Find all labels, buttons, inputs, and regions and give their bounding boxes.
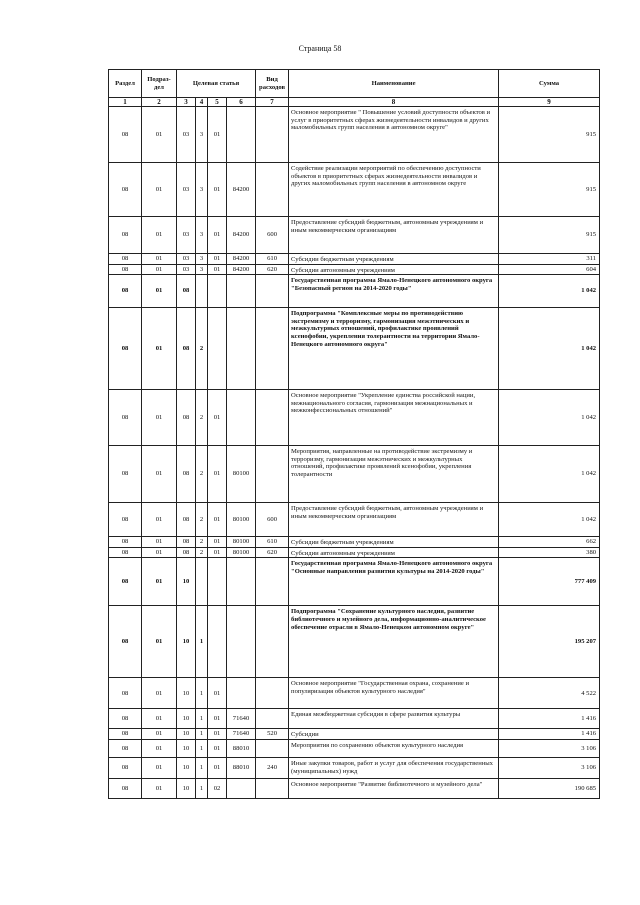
col-number: 3 — [177, 98, 196, 107]
razdel-cell: 08 — [109, 558, 142, 606]
table-row — [109, 264, 600, 275]
podrazdel-cell: 01 — [142, 678, 177, 709]
podrazdel-cell: 01 — [142, 606, 177, 678]
direction-code-cell: 80100 — [227, 547, 256, 558]
header-vid-rashodov: Вид расходов — [256, 70, 289, 98]
program-code-cell: 08 — [177, 537, 196, 548]
program-code-cell: 08 — [177, 446, 196, 503]
col-number: 7 — [256, 98, 289, 107]
name-cell: Государственная программа Ямало-Ненецкого автономного округа "Безопасный регион на 2014-2020 годы" — [289, 275, 499, 308]
col-number: 4 — [196, 98, 208, 107]
direction-code-cell: 71640 — [227, 709, 256, 729]
table-row — [109, 757, 600, 778]
event-code-cell: 01 — [208, 678, 227, 709]
program-code-cell: 10 — [177, 739, 196, 757]
subprogram-code-cell: 1 — [196, 757, 208, 778]
event-code-cell: 01 — [208, 107, 227, 163]
event-code-cell — [208, 275, 227, 308]
table-row — [109, 390, 600, 446]
razdel-cell: 08 — [109, 446, 142, 503]
expense-type-cell — [256, 107, 289, 163]
name-cell: Субсидии бюджетным учреждениям — [289, 537, 499, 548]
subprogram-code-cell: 1 — [196, 778, 208, 798]
expense-type-cell — [256, 275, 289, 308]
table-row — [109, 163, 600, 217]
razdel-cell: 08 — [109, 217, 142, 254]
program-code-cell: 10 — [177, 606, 196, 678]
name-cell: Предоставление субсидий бюджетным, автономным учреждениям и иным некоммерческим организациям — [289, 217, 499, 254]
subprogram-code-cell: 2 — [196, 390, 208, 446]
program-code-cell: 10 — [177, 729, 196, 740]
program-code-cell: 10 — [177, 778, 196, 798]
event-code-cell: 01 — [208, 264, 227, 275]
direction-code-cell — [227, 275, 256, 308]
col-number: 6 — [227, 98, 256, 107]
razdel-cell: 08 — [109, 547, 142, 558]
expense-type-cell: 600 — [256, 217, 289, 254]
event-code-cell — [208, 606, 227, 678]
name-cell: Подпрограмма "Комплексные меры по противодействию экстремизму и терроризму, гармонизация межэтнических и межкультурных отношений, профилактике проявлений ксенофобии, укрепления толерантности на территории Ямало-Ненецкого автономного округа" — [289, 308, 499, 390]
table-row — [109, 107, 600, 163]
expense-type-cell — [256, 558, 289, 606]
direction-code-cell — [227, 107, 256, 163]
event-code-cell — [208, 558, 227, 606]
program-code-cell: 03 — [177, 254, 196, 265]
razdel-cell: 08 — [109, 503, 142, 537]
razdel-cell: 08 — [109, 729, 142, 740]
razdel-cell: 08 — [109, 163, 142, 217]
program-code-cell: 08 — [177, 275, 196, 308]
table-row — [109, 537, 600, 548]
subprogram-code-cell: 2 — [196, 446, 208, 503]
table-row — [109, 446, 600, 503]
program-code-cell: 03 — [177, 163, 196, 217]
razdel-cell: 08 — [109, 739, 142, 757]
program-code-cell: 10 — [177, 678, 196, 709]
podrazdel-cell: 01 — [142, 757, 177, 778]
subprogram-code-cell: 1 — [196, 678, 208, 709]
event-code-cell: 01 — [208, 254, 227, 265]
header-summa: Сумма — [499, 70, 600, 98]
direction-code-cell: 84200 — [227, 163, 256, 217]
name-cell: Иные закупки товаров, работ и услуг для обеспечения государственных (муниципальных) нужд — [289, 757, 499, 778]
direction-code-cell: 71640 — [227, 729, 256, 740]
expense-type-cell — [256, 163, 289, 217]
subprogram-code-cell: 3 — [196, 254, 208, 265]
subprogram-code-cell: 1 — [196, 606, 208, 678]
sum-cell: 190 685 — [499, 778, 600, 798]
event-code-cell: 01 — [208, 709, 227, 729]
expense-type-cell: 520 — [256, 729, 289, 740]
razdel-cell: 08 — [109, 275, 142, 308]
event-code-cell: 01 — [208, 537, 227, 548]
event-code-cell: 01 — [208, 503, 227, 537]
sum-cell: 3 106 — [499, 757, 600, 778]
podrazdel-cell: 01 — [142, 275, 177, 308]
podrazdel-cell: 01 — [142, 729, 177, 740]
direction-code-cell: 80100 — [227, 503, 256, 537]
sum-cell: 1 042 — [499, 308, 600, 390]
expense-type-cell: 610 — [256, 254, 289, 265]
name-cell: Мероприятия по сохранению объектов культурного наследия — [289, 739, 499, 757]
sum-cell: 4 522 — [499, 678, 600, 709]
direction-code-cell: 88010 — [227, 757, 256, 778]
razdel-cell: 08 — [109, 254, 142, 265]
program-code-cell: 10 — [177, 757, 196, 778]
direction-code-cell: 84200 — [227, 217, 256, 254]
event-code-cell: 01 — [208, 757, 227, 778]
program-code-cell: 10 — [177, 709, 196, 729]
subprogram-code-cell: 2 — [196, 308, 208, 390]
event-code-cell: 01 — [208, 739, 227, 757]
direction-code-cell — [227, 308, 256, 390]
event-code-cell — [208, 308, 227, 390]
table-row — [109, 709, 600, 729]
header-podrazdel: Подраз-дел — [142, 70, 177, 98]
razdel-cell: 08 — [109, 606, 142, 678]
name-cell: Субсидии — [289, 729, 499, 740]
sum-cell: 777 409 — [499, 558, 600, 606]
sum-cell: 915 — [499, 107, 600, 163]
table-row — [109, 558, 600, 606]
expense-type-cell — [256, 678, 289, 709]
direction-code-cell: 88010 — [227, 739, 256, 757]
sum-cell: 1 042 — [499, 503, 600, 537]
col-number: 5 — [208, 98, 227, 107]
direction-code-cell — [227, 678, 256, 709]
program-code-cell: 08 — [177, 308, 196, 390]
name-cell: Основное мероприятие " Повышение условий доступности объектов и услуг в приоритетных сферах жизнедеятельности инвалидов и других маломобильных групп населения в автономном округе" — [289, 107, 499, 163]
expense-type-cell: 620 — [256, 547, 289, 558]
name-cell: Субсидии автономным учреждениям — [289, 547, 499, 558]
event-code-cell: 01 — [208, 729, 227, 740]
event-code-cell: 01 — [208, 217, 227, 254]
subprogram-code-cell: 2 — [196, 537, 208, 548]
col-number: 8 — [289, 98, 499, 107]
program-code-cell: 03 — [177, 107, 196, 163]
table-row — [109, 275, 600, 308]
direction-code-cell: 84200 — [227, 254, 256, 265]
podrazdel-cell: 01 — [142, 163, 177, 217]
name-cell: Субсидии бюджетным учреждениям — [289, 254, 499, 265]
expense-type-cell — [256, 778, 289, 798]
name-cell: Единая межбюджетная субсидия в сфере развития культуры — [289, 709, 499, 729]
sum-cell: 380 — [499, 547, 600, 558]
podrazdel-cell: 01 — [142, 778, 177, 798]
razdel-cell: 08 — [109, 709, 142, 729]
razdel-cell: 08 — [109, 264, 142, 275]
sum-cell: 195 207 — [499, 606, 600, 678]
sum-cell: 1 042 — [499, 275, 600, 308]
header-razdel: Раздел — [109, 70, 142, 98]
podrazdel-cell: 01 — [142, 537, 177, 548]
razdel-cell: 08 — [109, 390, 142, 446]
direction-code-cell — [227, 778, 256, 798]
direction-code-cell — [227, 390, 256, 446]
name-cell: Подпрограмма "Сохранение культурного наследия, развитие библиотечного и музейного дела, информационно-аналитическое обеспечение отрасли в Ямало-Ненецком автономном округе" — [289, 606, 499, 678]
event-code-cell: 01 — [208, 163, 227, 217]
expense-type-cell — [256, 308, 289, 390]
name-cell: Мероприятия, направленные на противодействие экстремизму и терроризму, гармонизации межэтнических и межкультурных отношений, профилактике проявлений ксенофобии, укрепления толерантности — [289, 446, 499, 503]
podrazdel-cell: 01 — [142, 264, 177, 275]
direction-code-cell: 80100 — [227, 537, 256, 548]
sum-cell: 1 416 — [499, 709, 600, 729]
subprogram-code-cell: 2 — [196, 547, 208, 558]
razdel-cell: 08 — [109, 107, 142, 163]
expense-type-cell — [256, 739, 289, 757]
razdel-cell: 08 — [109, 308, 142, 390]
expense-type-cell: 620 — [256, 264, 289, 275]
expense-type-cell — [256, 390, 289, 446]
event-code-cell: 01 — [208, 390, 227, 446]
expense-type-cell — [256, 606, 289, 678]
sum-cell: 311 — [499, 254, 600, 265]
name-cell: Основное мероприятие "Государственная охрана, сохранение и популяризация объектов культурного наследия" — [289, 678, 499, 709]
sum-cell: 604 — [499, 264, 600, 275]
razdel-cell: 08 — [109, 757, 142, 778]
table-row — [109, 778, 600, 798]
col-number: 9 — [499, 98, 600, 107]
direction-code-cell — [227, 606, 256, 678]
program-code-cell: 10 — [177, 558, 196, 606]
name-cell: Государственная программа Ямало-Ненецкого автономного округа "Основные направления развития культуры на 2014-2020 годы" — [289, 558, 499, 606]
program-code-cell: 03 — [177, 217, 196, 254]
table-row — [109, 678, 600, 709]
expense-type-cell: 600 — [256, 503, 289, 537]
direction-code-cell: 80100 — [227, 446, 256, 503]
table-row — [109, 503, 600, 537]
podrazdel-cell: 01 — [142, 308, 177, 390]
name-cell: Основное мероприятие "Развитие библиотечного и музейного дела" — [289, 778, 499, 798]
podrazdel-cell: 01 — [142, 217, 177, 254]
budget-table — [108, 69, 600, 799]
podrazdel-cell: 01 — [142, 254, 177, 265]
program-code-cell: 08 — [177, 547, 196, 558]
table-row — [109, 729, 600, 740]
subprogram-code-cell — [196, 558, 208, 606]
sum-cell: 1 416 — [499, 729, 600, 740]
expense-type-cell — [256, 446, 289, 503]
podrazdel-cell: 01 — [142, 107, 177, 163]
subprogram-code-cell: 1 — [196, 729, 208, 740]
table-row — [109, 606, 600, 678]
name-cell: Основное мероприятие "Укрепление единства российской нации, межнационального согласия, гармонизация межнациональных и межконфессиональных отношений" — [289, 390, 499, 446]
header-celevaya-statya: Целевая статья — [177, 70, 256, 98]
sum-cell: 3 106 — [499, 739, 600, 757]
name-cell: Предоставление субсидий бюджетным, автономным учреждениям и иным некоммерческим организациям — [289, 503, 499, 537]
expense-type-cell: 610 — [256, 537, 289, 548]
subprogram-code-cell: 3 — [196, 217, 208, 254]
name-cell: Субсидии автономным учреждениям — [289, 264, 499, 275]
page-number-label: Страница 58 — [298, 44, 342, 53]
event-code-cell: 01 — [208, 547, 227, 558]
podrazdel-cell: 01 — [142, 558, 177, 606]
razdel-cell: 08 — [109, 778, 142, 798]
subprogram-code-cell: 1 — [196, 709, 208, 729]
program-code-cell: 08 — [177, 390, 196, 446]
podrazdel-cell: 01 — [142, 739, 177, 757]
sum-cell: 1 042 — [499, 390, 600, 446]
expense-type-cell — [256, 709, 289, 729]
col-number: 1 — [109, 98, 142, 107]
sum-cell: 662 — [499, 537, 600, 548]
podrazdel-cell: 01 — [142, 390, 177, 446]
subprogram-code-cell: 3 — [196, 163, 208, 217]
event-code-cell: 02 — [208, 778, 227, 798]
podrazdel-cell: 01 — [142, 446, 177, 503]
razdel-cell: 08 — [109, 678, 142, 709]
podrazdel-cell: 01 — [142, 547, 177, 558]
podrazdel-cell: 01 — [142, 709, 177, 729]
expense-type-cell: 240 — [256, 757, 289, 778]
table-row — [109, 739, 600, 757]
name-cell: Содействие реализации мероприятий по обеспечению доступности объектов в приоритетных сферах жизнедеятельности инвалидов и других маломобильных групп населения в автономном округе — [289, 163, 499, 217]
program-code-cell: 08 — [177, 503, 196, 537]
sum-cell: 915 — [499, 163, 600, 217]
direction-code-cell: 84200 — [227, 264, 256, 275]
col-number: 2 — [142, 98, 177, 107]
subprogram-code-cell — [196, 275, 208, 308]
table-row — [109, 547, 600, 558]
program-code-cell: 03 — [177, 264, 196, 275]
subprogram-code-cell: 1 — [196, 739, 208, 757]
razdel-cell: 08 — [109, 537, 142, 548]
subprogram-code-cell: 2 — [196, 503, 208, 537]
direction-code-cell — [227, 558, 256, 606]
subprogram-code-cell: 3 — [196, 264, 208, 275]
table-row — [109, 308, 600, 390]
podrazdel-cell: 01 — [142, 503, 177, 537]
subprogram-code-cell: 3 — [196, 107, 208, 163]
table-row — [109, 254, 600, 265]
sum-cell: 915 — [499, 217, 600, 254]
event-code-cell: 01 — [208, 446, 227, 503]
sum-cell: 1 042 — [499, 446, 600, 503]
table-row — [109, 217, 600, 254]
column-number-row — [109, 98, 600, 107]
header-naimenovanie: Наименование — [289, 70, 499, 98]
